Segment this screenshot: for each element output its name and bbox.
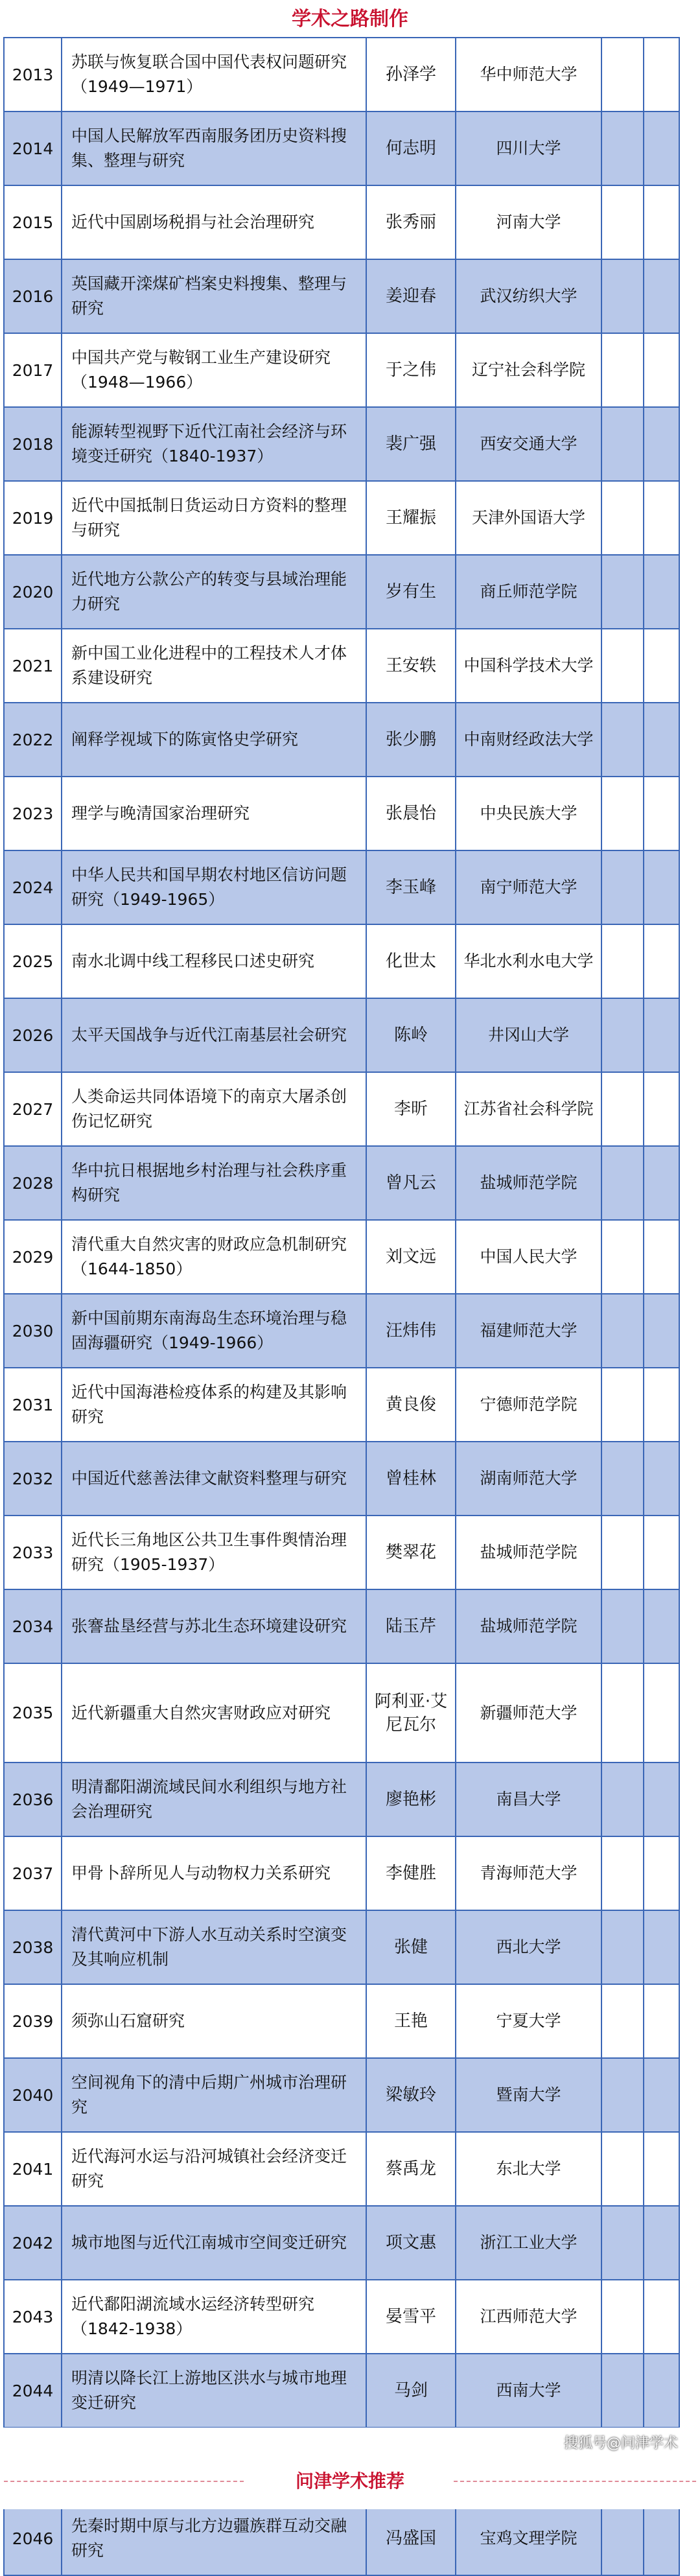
project-title: 英国藏开滦煤矿档案史料搜集、整理与研究 <box>62 259 366 333</box>
empty-cell <box>644 998 679 1072</box>
principal-investigator: 黄良俊 <box>366 1368 456 1442</box>
project-title: 中国共产党与鞍钢工业生产建设研究（1948—1966） <box>62 333 366 407</box>
project-number: 2013 <box>4 38 62 111</box>
empty-cell <box>601 2132 644 2206</box>
table-row <box>4 259 679 333</box>
institution: 中国人民大学 <box>456 1220 601 1294</box>
empty-cell <box>644 777 679 850</box>
institution: 南宁师范大学 <box>456 850 601 924</box>
project-title: 甲骨卜辞所见人与动物权力关系研究 <box>62 1836 366 1910</box>
institution: 西南大学 <box>456 2354 601 2428</box>
institution: 辽宁社会科学院 <box>456 333 601 407</box>
principal-investigator: 汪炜伟 <box>366 1294 456 1368</box>
institution: 盐城师范学院 <box>456 1589 601 1663</box>
institution: 宁德师范学院 <box>456 1368 601 1442</box>
empty-cell <box>644 555 679 629</box>
table-row <box>4 777 679 850</box>
table-row <box>4 1146 679 1220</box>
empty-cell <box>644 1146 679 1220</box>
empty-cell <box>644 407 679 481</box>
empty-cell <box>644 2501 679 2575</box>
principal-investigator: 梁敏玲 <box>366 2058 456 2132</box>
empty-cell <box>644 481 679 555</box>
table-row <box>4 1762 679 1836</box>
empty-cell <box>601 1294 644 1368</box>
project-title: 华中抗日根据地乡村治理与社会秩序重构研究 <box>62 1146 366 1220</box>
principal-investigator: 蔡禹龙 <box>366 2132 456 2206</box>
institution: 江苏省社会科学院 <box>456 1072 601 1146</box>
project-table <box>3 37 680 2576</box>
empty-cell <box>644 259 679 333</box>
principal-investigator: 岁有生 <box>366 555 456 629</box>
project-title: 须弥山石窟研究 <box>62 1984 366 2058</box>
principal-investigator: 张健 <box>366 1910 456 1984</box>
institution: 宁夏大学 <box>456 1984 601 2058</box>
institution: 宝鸡文理学院 <box>456 2501 601 2575</box>
project-title: 近代中国海港检疫体系的构建及其影响研究 <box>62 1368 366 1442</box>
institution: 天津外国语大学 <box>456 481 601 555</box>
institution: 武汉纺织大学 <box>456 259 601 333</box>
project-number: 2017 <box>4 333 62 407</box>
institution: 西安交通大学 <box>456 407 601 481</box>
project-number: 2043 <box>4 2280 62 2354</box>
watermark: 搜狐号@问津学术 <box>564 2435 679 2452</box>
table-row <box>4 2501 679 2575</box>
table-row <box>4 1072 679 1146</box>
project-number: 2034 <box>4 1589 62 1663</box>
project-title: 人类命运共同体语境下的南京大屠杀创伤记忆研究 <box>62 1072 366 1146</box>
project-number: 2020 <box>4 555 62 629</box>
empty-cell <box>601 1762 644 1836</box>
empty-cell <box>601 1442 644 1516</box>
empty-cell <box>644 1762 679 1836</box>
project-title: 阐释学视域下的陈寅恪史学研究 <box>62 703 366 777</box>
table-row <box>4 38 679 111</box>
empty-cell <box>601 1984 644 2058</box>
project-number: 2031 <box>4 1368 62 1442</box>
empty-cell <box>644 924 679 998</box>
institution: 中国科学技术大学 <box>456 629 601 703</box>
empty-cell <box>644 1589 679 1663</box>
project-title: 近代新疆重大自然灾害财政应对研究 <box>62 1663 366 1762</box>
institution: 盐城师范学院 <box>456 1146 601 1220</box>
empty-cell <box>601 777 644 850</box>
empty-cell <box>601 481 644 555</box>
principal-investigator: 张秀丽 <box>366 185 456 259</box>
table-row <box>4 407 679 481</box>
table-row <box>4 924 679 998</box>
principal-investigator: 陆玉芹 <box>366 1589 456 1663</box>
table-row <box>4 333 679 407</box>
empty-cell <box>644 629 679 703</box>
project-number: 2038 <box>4 1910 62 1984</box>
empty-cell <box>601 2206 644 2280</box>
project-number: 2041 <box>4 2132 62 2206</box>
empty-cell <box>644 1442 679 1516</box>
principal-investigator: 晏雪平 <box>366 2280 456 2354</box>
empty-cell <box>601 2058 644 2132</box>
project-title: 新中国工业化进程中的工程技术人才体系建设研究 <box>62 629 366 703</box>
empty-cell <box>601 629 644 703</box>
empty-cell <box>601 1589 644 1663</box>
principal-investigator: 化世太 <box>366 924 456 998</box>
empty-cell <box>644 1368 679 1442</box>
empty-cell <box>644 1220 679 1294</box>
project-number: 2039 <box>4 1984 62 2058</box>
institution: 盐城师范学院 <box>456 1516 601 1589</box>
principal-investigator: 李昕 <box>366 1072 456 1146</box>
empty-cell <box>644 1072 679 1146</box>
page-title: 学术之路制作 <box>292 8 408 30</box>
empty-cell <box>601 2280 644 2354</box>
table-row <box>4 555 679 629</box>
empty-cell <box>644 1836 679 1910</box>
empty-cell <box>601 1663 644 1762</box>
table-row <box>4 850 679 924</box>
institution: 华中师范大学 <box>456 38 601 111</box>
table-row <box>4 2280 679 2354</box>
project-number: 2015 <box>4 185 62 259</box>
empty-cell <box>601 38 644 111</box>
empty-cell <box>601 1910 644 1984</box>
project-title: 城市地图与近代江南城市空间变迁研究 <box>62 2206 366 2280</box>
project-number: 2033 <box>4 1516 62 1589</box>
empty-cell <box>644 2280 679 2354</box>
empty-cell <box>644 703 679 777</box>
table-row <box>4 2206 679 2280</box>
table-row <box>4 1442 679 1516</box>
empty-cell <box>601 1072 644 1146</box>
institution: 江西师范大学 <box>456 2280 601 2354</box>
empty-cell <box>644 333 679 407</box>
project-number: 2026 <box>4 998 62 1072</box>
project-title: 近代长三角地区公共卫生事件舆情治理研究（1905-1937） <box>62 1516 366 1589</box>
project-number: 2025 <box>4 924 62 998</box>
principal-investigator: 陈岭 <box>366 998 456 1072</box>
institution: 中南财经政法大学 <box>456 703 601 777</box>
empty-cell <box>601 1836 644 1910</box>
principal-investigator: 王安轶 <box>366 629 456 703</box>
project-title: 明清以降长江上游地区洪水与城市地理变迁研究 <box>62 2354 366 2428</box>
project-title: 中华人民共和国早期农村地区信访问题研究（1949-1965） <box>62 850 366 924</box>
table-row <box>4 2132 679 2206</box>
table-row <box>4 1516 679 1589</box>
project-title: 近代中国剧场税捐与社会治理研究 <box>62 185 366 259</box>
principal-investigator: 项文惠 <box>366 2206 456 2280</box>
project-number: 2027 <box>4 1072 62 1146</box>
principal-investigator: 孙泽学 <box>366 38 456 111</box>
principal-investigator: 马剑 <box>366 2354 456 2428</box>
principal-investigator: 李玉峰 <box>366 850 456 924</box>
principal-investigator: 姜迎春 <box>366 259 456 333</box>
empty-cell <box>644 2132 679 2206</box>
table-row <box>4 481 679 555</box>
project-number: 2036 <box>4 1762 62 1836</box>
principal-investigator: 于之伟 <box>366 333 456 407</box>
table-row <box>4 1589 679 1663</box>
empty-cell <box>601 703 644 777</box>
footer-title: 问津学术推荐 <box>295 2470 404 2492</box>
institution: 福建师范大学 <box>456 1294 601 1368</box>
institution: 井冈山大学 <box>456 998 601 1072</box>
project-number: 2044 <box>4 2354 62 2428</box>
institution: 新疆师范大学 <box>456 1663 601 1762</box>
empty-cell <box>601 333 644 407</box>
principal-investigator: 何志明 <box>366 111 456 185</box>
institution: 东北大学 <box>456 2132 601 2206</box>
empty-cell <box>644 185 679 259</box>
project-number: 2030 <box>4 1294 62 1368</box>
empty-cell <box>644 38 679 111</box>
project-number: 2016 <box>4 259 62 333</box>
table-row <box>4 1368 679 1442</box>
project-number: 2021 <box>4 629 62 703</box>
principal-investigator: 曾凡云 <box>366 1146 456 1220</box>
principal-investigator: 廖艳彬 <box>366 1762 456 1836</box>
project-title: 中国人民解放军西南服务团历史资料搜集、整理与研究 <box>62 111 366 185</box>
project-title: 苏联与恢复联合国中国代表权问题研究（1949—1971） <box>62 38 366 111</box>
empty-cell <box>601 2354 644 2428</box>
institution: 华北水利水电大学 <box>456 924 601 998</box>
principal-investigator: 王耀振 <box>366 481 456 555</box>
project-title: 明清鄱阳湖流域民间水利组织与地方社会治理研究 <box>62 1762 366 1836</box>
project-title: 近代鄱阳湖流域水运经济转型研究（1842-1938） <box>62 2280 366 2354</box>
principal-investigator: 刘文远 <box>366 1220 456 1294</box>
project-number: 2040 <box>4 2058 62 2132</box>
principal-investigator: 李健胜 <box>366 1836 456 1910</box>
project-title: 张謇盐垦经营与苏北生态环境建设研究 <box>62 1589 366 1663</box>
principal-investigator: 张晨怡 <box>366 777 456 850</box>
project-number: 2019 <box>4 481 62 555</box>
empty-cell <box>601 2501 644 2575</box>
empty-cell <box>644 2206 679 2280</box>
empty-cell <box>644 2354 679 2428</box>
project-number: 2046 <box>4 2501 62 2575</box>
institution: 商丘师范学院 <box>456 555 601 629</box>
project-table-container <box>3 37 679 2576</box>
empty-cell <box>644 1516 679 1589</box>
project-number: 2018 <box>4 407 62 481</box>
project-title: 理学与晚清国家治理研究 <box>62 777 366 850</box>
project-title: 近代地方公款公产的转变与县域治理能力研究 <box>62 555 366 629</box>
principal-investigator: 冯盛国 <box>366 2501 456 2575</box>
empty-cell <box>601 185 644 259</box>
empty-cell <box>601 1146 644 1220</box>
project-title: 空间视角下的清中后期广州城市治理研究 <box>62 2058 366 2132</box>
table-row <box>4 629 679 703</box>
project-title: 清代重大自然灾害的财政应急机制研究（1644-1850） <box>62 1220 366 1294</box>
empty-cell <box>601 924 644 998</box>
project-title: 先秦时期中原与北方边疆族群互动交融研究 <box>62 2501 366 2575</box>
institution: 青海师范大学 <box>456 1836 601 1910</box>
project-title: 新中国前期东南海岛生态环境治理与稳固海疆研究（1949-1966） <box>62 1294 366 1368</box>
empty-cell <box>644 1984 679 2058</box>
table-row <box>4 1910 679 1984</box>
table-row <box>4 1220 679 1294</box>
table-row <box>4 1663 679 1762</box>
principal-investigator: 樊翠花 <box>366 1516 456 1589</box>
empty-cell <box>601 998 644 1072</box>
empty-cell <box>644 111 679 185</box>
project-number: 2028 <box>4 1146 62 1220</box>
empty-cell <box>601 407 644 481</box>
institution: 暨南大学 <box>456 2058 601 2132</box>
principal-investigator: 阿利亚·艾尼瓦尔 <box>366 1663 456 1762</box>
project-number: 2035 <box>4 1663 62 1762</box>
institution: 南昌大学 <box>456 1762 601 1836</box>
institution: 西北大学 <box>456 1910 601 1984</box>
principal-investigator: 张少鹏 <box>366 703 456 777</box>
project-number: 2029 <box>4 1220 62 1294</box>
table-row <box>4 998 679 1072</box>
empty-cell <box>644 1910 679 1984</box>
empty-cell <box>601 555 644 629</box>
empty-cell <box>601 850 644 924</box>
project-number: 2042 <box>4 2206 62 2280</box>
empty-cell <box>644 850 679 924</box>
project-title: 近代海河水运与沿河城镇社会经济变迁研究 <box>62 2132 366 2206</box>
institution: 河南大学 <box>456 185 601 259</box>
principal-investigator: 裴广强 <box>366 407 456 481</box>
table-row <box>4 1984 679 2058</box>
institution: 浙江工业大学 <box>456 2206 601 2280</box>
table-row <box>4 2354 679 2428</box>
project-title: 清代黄河中下游人水互动关系时空演变及其响应机制 <box>62 1910 366 1984</box>
project-title: 近代中国抵制日货运动日方资料的整理与研究 <box>62 481 366 555</box>
project-number: 2014 <box>4 111 62 185</box>
empty-cell <box>601 1368 644 1442</box>
empty-cell <box>644 1294 679 1368</box>
project-title: 能源转型视野下近代江南社会经济与环境变迁研究（1840-1937） <box>62 407 366 481</box>
table-row <box>4 1836 679 1910</box>
project-number: 2037 <box>4 1836 62 1910</box>
project-table-body <box>4 38 679 2575</box>
empty-cell <box>601 259 644 333</box>
table-row <box>4 1294 679 1368</box>
table-row <box>4 185 679 259</box>
institution: 四川大学 <box>456 111 601 185</box>
table-row <box>4 703 679 777</box>
empty-cell <box>644 1663 679 1762</box>
project-title: 中国近代慈善法律文献资料整理与研究 <box>62 1442 366 1516</box>
project-number: 2023 <box>4 777 62 850</box>
project-number: 2024 <box>4 850 62 924</box>
project-title: 南水北调中线工程移民口述史研究 <box>62 924 366 998</box>
principal-investigator: 曾桂林 <box>366 1442 456 1516</box>
table-row <box>4 111 679 185</box>
empty-cell <box>601 111 644 185</box>
empty-cell <box>601 1220 644 1294</box>
table-row <box>4 2058 679 2132</box>
institution: 中央民族大学 <box>456 777 601 850</box>
institution: 湖南师范大学 <box>456 1442 601 1516</box>
project-number: 2032 <box>4 1442 62 1516</box>
empty-cell <box>644 2058 679 2132</box>
project-number: 2022 <box>4 703 62 777</box>
project-title: 太平天国战争与近代江南基层社会研究 <box>62 998 366 1072</box>
empty-cell <box>601 1516 644 1589</box>
principal-investigator: 王艳 <box>366 1984 456 2058</box>
